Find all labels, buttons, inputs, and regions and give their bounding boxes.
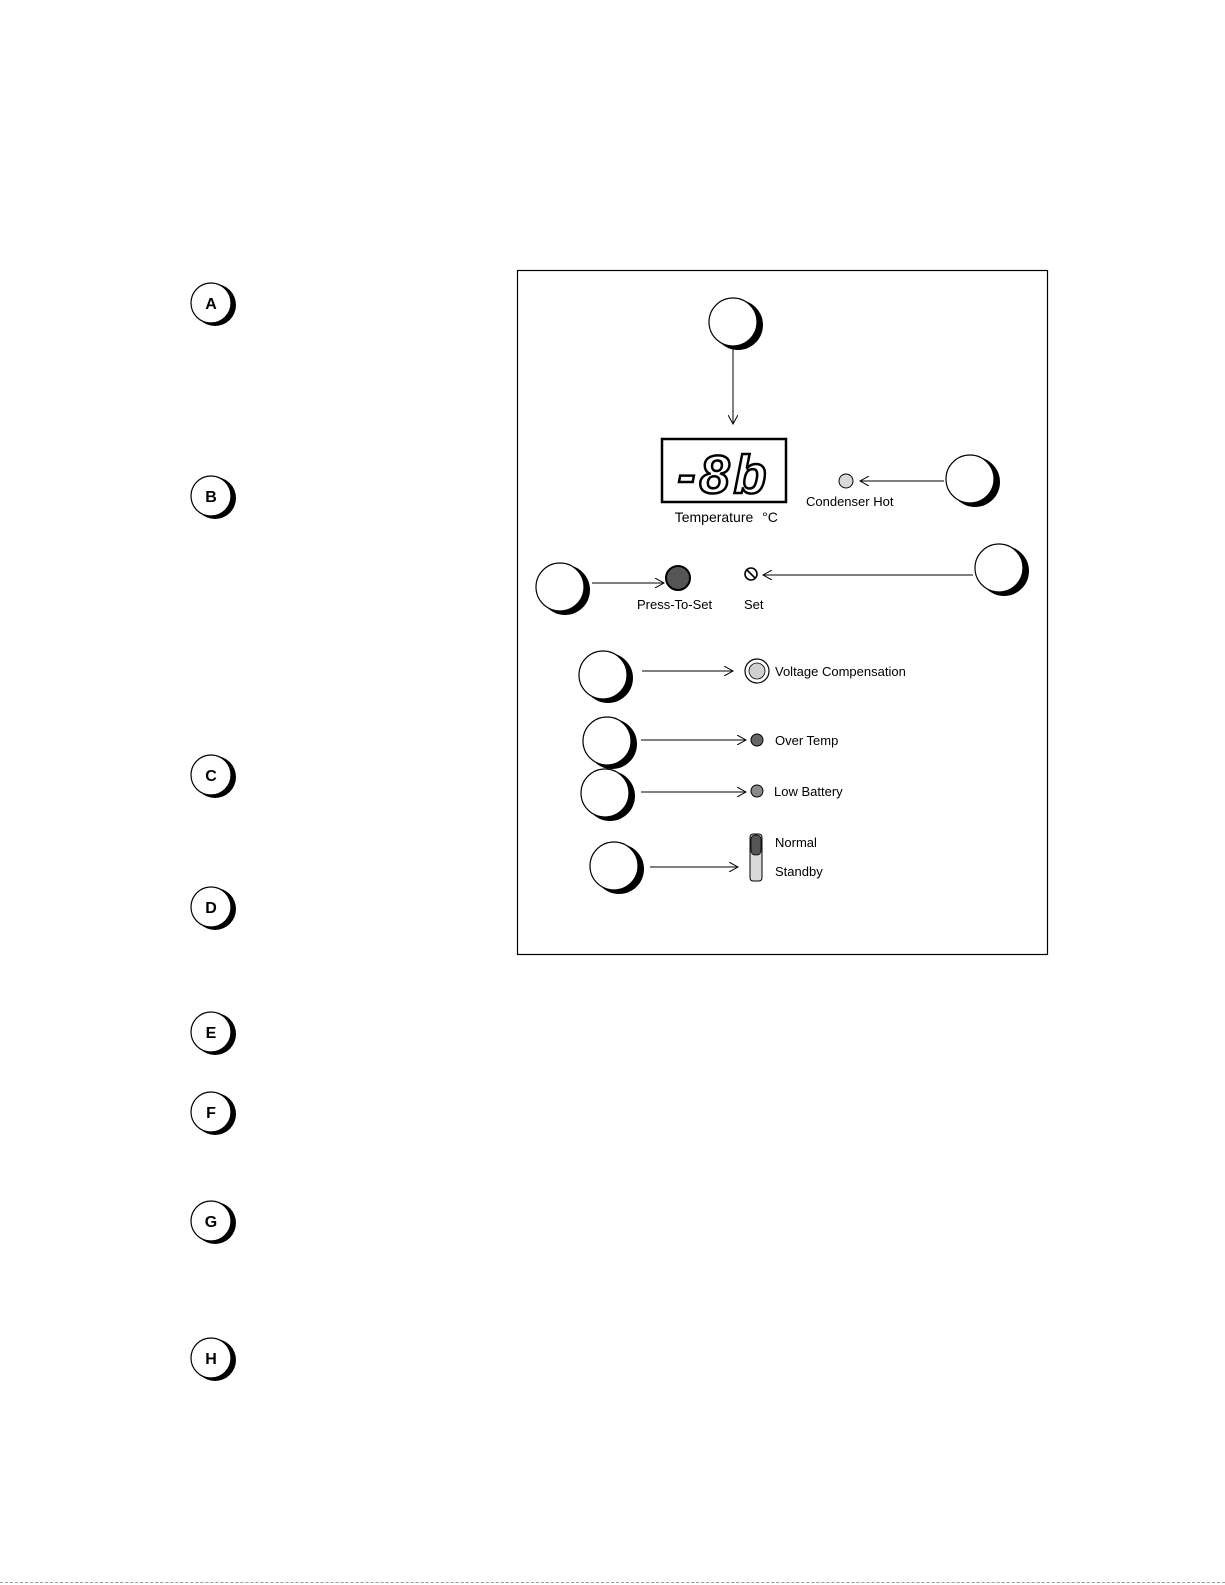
callout-display [709,298,763,424]
legend-badge-b [191,476,236,519]
set-label: Set [744,597,764,612]
legend-badge-c [191,755,236,798]
condenser-hot-label: Condenser Hot [806,494,894,509]
legend-letter-d: D [205,900,217,917]
over-temp-group [583,717,838,769]
press-to-set-button[interactable] [666,566,690,590]
legend-badge-g [191,1201,236,1244]
legend-badge-f [191,1092,236,1135]
low-battery-group [581,769,843,821]
set-adjust-group [744,544,1029,612]
legend-letter-c: C [205,768,217,785]
voltage-compensation-label: Voltage Compensation [775,664,906,679]
legend-letter-g: G [204,1214,218,1231]
mode-switch-lever[interactable] [751,835,761,855]
legend-letter-e: E [205,1025,217,1042]
legend-letter-b: B [205,489,217,506]
press-to-set-group [536,563,713,615]
over-temp-led [751,734,763,746]
press-to-set-label: Press-To-Set [637,597,713,612]
voltage-compensation-group [579,651,906,703]
display-label: Temperature [674,509,754,525]
legend-badge-h [191,1338,236,1381]
low-battery-label: Low Battery [774,784,843,799]
display-unit: °C [762,509,778,525]
switch-normal-label: Normal [775,835,817,850]
page-bottom-rule [0,1582,1225,1583]
legend-letter-f: F [206,1105,216,1122]
condenser-hot-led [839,474,853,488]
mode-switch-group [590,834,823,894]
over-temp-label: Over Temp [775,733,839,748]
condenser-hot-indicator [806,455,1000,509]
legend-letter-a: A [205,296,217,313]
legend-badge-a [191,283,236,326]
legend-letter-h: H [205,1351,217,1368]
low-battery-led [751,785,763,797]
legend-badge-d [191,887,236,930]
temperature-display [662,439,786,525]
switch-standby-label: Standby [775,864,823,879]
legend-badge-e [191,1012,236,1055]
display-readout: -8b [677,445,771,505]
